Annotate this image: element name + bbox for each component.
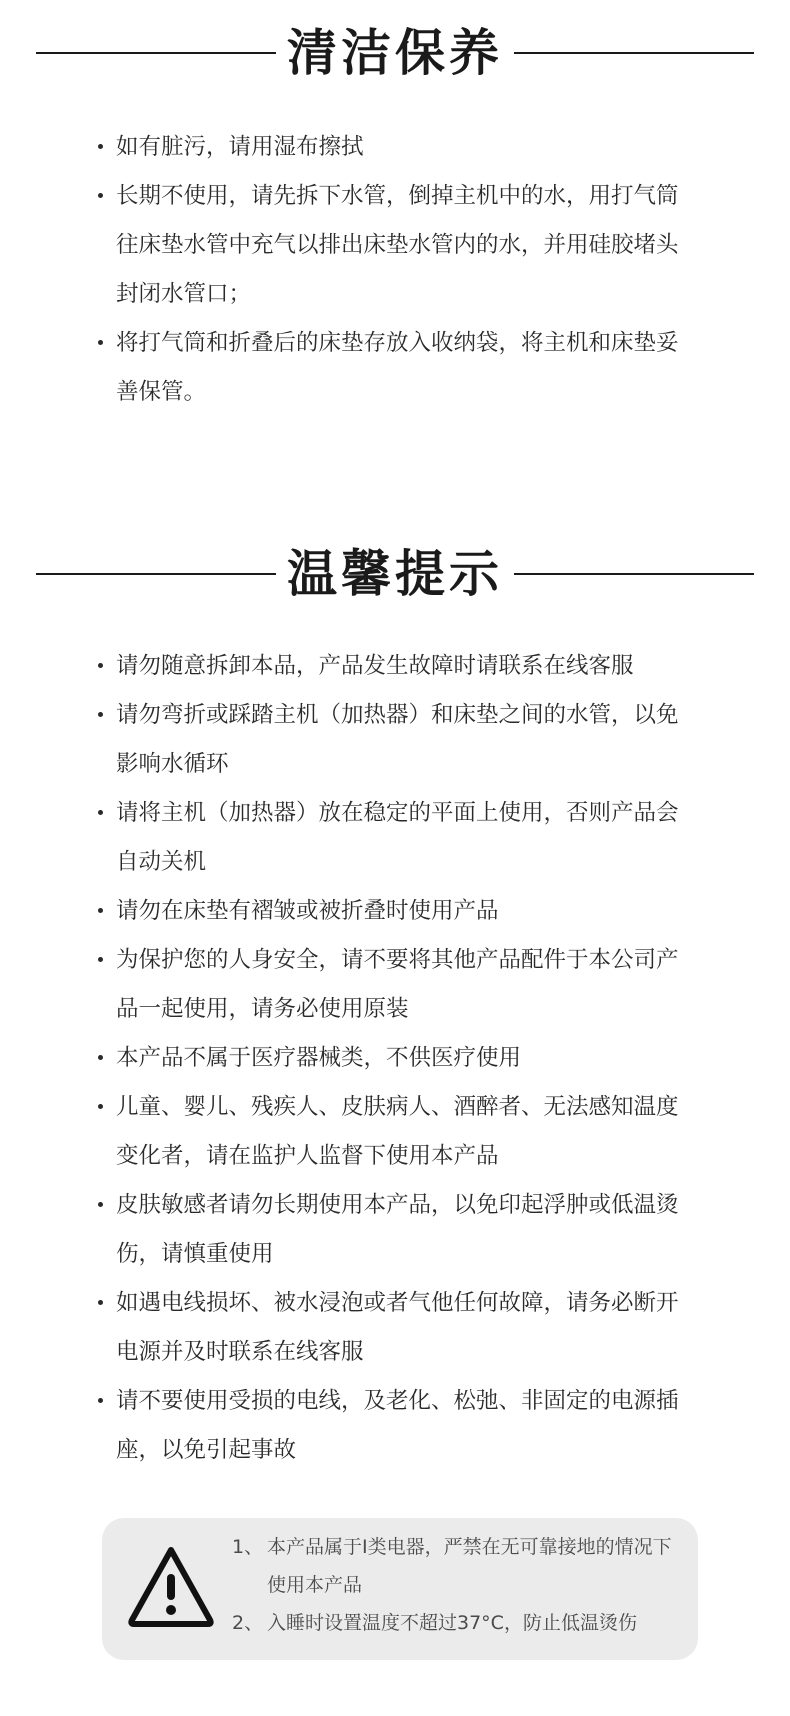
list-item-text: 如有脏污，请用湿布擦拭 [116,134,364,160]
warning-box [102,1518,698,1660]
list-item-text: 请勿在床垫有褶皱或被折叠时使用产品 [116,898,499,924]
header-divider-right [514,52,754,54]
list-item [96,1034,696,1083]
bullet-icon [98,1398,103,1403]
bullet-icon [98,712,103,717]
bullet-icon [98,1055,103,1060]
list-item-text: 皮肤敏感者请勿长期使用本产品，以免印起浮肿或低温烫伤，请慎重使用 [116,1192,679,1267]
warning-note [232,1528,688,1604]
tips-section-title: 温馨提示 [287,545,503,603]
cleaning-list [96,123,696,417]
tips-list [96,642,696,1475]
warning-note [232,1604,688,1642]
list-item [96,123,696,172]
bullet-icon [98,340,103,345]
list-item [96,1181,696,1279]
bullet-icon [98,663,103,668]
bullet-icon [98,1202,103,1207]
tips-section-header [0,534,790,614]
list-item-text: 长期不使用，请先拆下水管，倒掉主机中的水，用打气筒往床垫水管中充气以排出床垫水管内的水，并用硅胶堵头封闭水管口； [116,183,679,307]
list-item-text: 儿童、婴儿、残疾人、皮肤病人、酒醉者、无法感知温度变化者，请在监护人监督下使用本产品 [116,1094,679,1169]
list-item [96,691,696,789]
warning-note-text: 本产品属于I类电器，严禁在无可靠接地的情况下使用本产品 [267,1536,672,1596]
bullet-icon [98,1104,103,1109]
bullet-icon [98,1300,103,1305]
list-item-text: 如遇电线损坏、被水浸泡或者气他任何故障，请务必断开电源并及时联系在线客服 [116,1290,679,1365]
list-item-text: 为保护您的人身安全，请不要将其他产品配件于本公司产品一起使用，请务必使用原装 [116,947,679,1022]
list-item [96,1279,696,1377]
cleaning-section-title: 清洁保养 [287,24,503,82]
warning-note-text: 入睡时设置温度不超过37°C，防止低温烫伤 [267,1612,637,1634]
bullet-icon [98,957,103,962]
list-item-text: 请不要使用受损的电线，及老化、松弛、非固定的电源插座，以免引起事故 [116,1388,679,1463]
list-item [96,1083,696,1181]
list-item [96,789,696,887]
list-item [96,936,696,1034]
warning-notes [232,1528,688,1642]
list-item [96,172,696,319]
bullet-icon [98,144,103,149]
list-item-text: 请勿随意拆卸本品，产品发生故障时请联系在线客服 [116,653,634,679]
list-item-text: 请将主机（加热器）放在稳定的平面上使用，否则产品会自动关机 [116,800,679,875]
list-item-text: 请勿弯折或踩踏主机（加热器）和床垫之间的水管，以免影响水循环 [116,702,679,777]
list-item [96,1377,696,1475]
bullet-icon [98,810,103,815]
list-item [96,642,696,691]
list-item-text: 本产品不属于医疗器械类，不供医疗使用 [116,1045,522,1071]
list-item-text: 将打气筒和折叠后的床垫存放入收纳袋，将主机和床垫妥善保管。 [116,330,679,405]
cleaning-section-header [0,13,790,93]
warning-triangle-icon [128,1544,214,1630]
list-item [96,887,696,936]
warning-note-number: 1、 [232,1536,264,1558]
bullet-icon [98,908,103,913]
header-divider-right [514,573,754,575]
warning-note-number: 2、 [232,1612,264,1634]
bullet-icon [98,193,103,198]
list-item [96,319,696,417]
